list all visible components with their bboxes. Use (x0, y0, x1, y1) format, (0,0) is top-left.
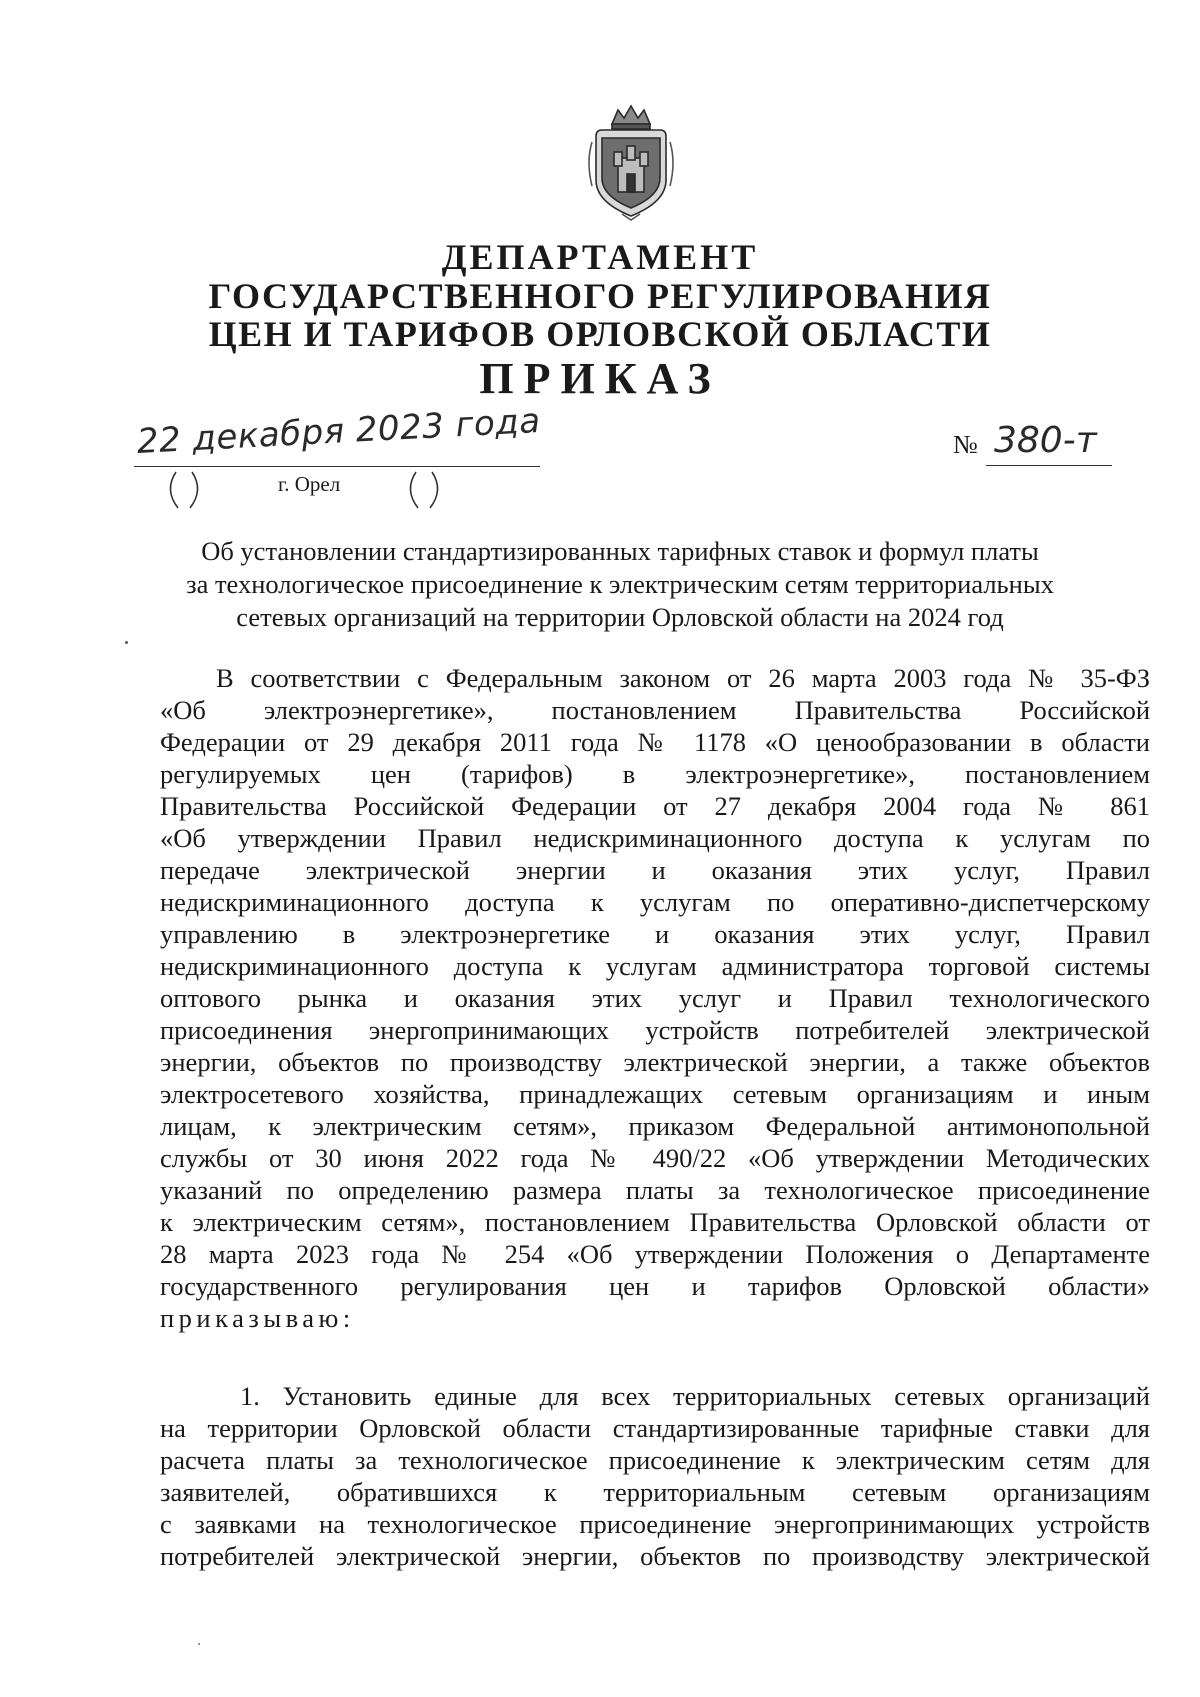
paragraph-line: приказываю: (160, 1303, 355, 1333)
right-bracket-mark (402, 470, 446, 510)
paragraph-line: лицам, к электрическим сетям», приказом Федеральной антимонопольной (160, 1111, 1150, 1141)
paragraph-line: недискриминационного доступа к услугам администратора торговой системы (160, 951, 1150, 981)
left-bracket-mark (162, 470, 206, 510)
department-heading-line3: ЦЕН И ТАРИФОВ ОРЛОВСКОЙ ОБЛАСТИ (208, 314, 992, 354)
paragraph-line: заявителей, обратившихся к территориальным сетевым организациям (160, 1477, 1150, 1507)
paragraph-line: государственного регулирования цен и тарифов Орловской области» (160, 1271, 1150, 1301)
paragraph-line: службы от 30 июня 2022 года № 490/22 «Об утверждении Методических (160, 1143, 1150, 1173)
paragraph-line: присоединения энергопринимающих устройств потребителей электрической (160, 1015, 1150, 1045)
subject-line: Об установлении стандартизированных тарифных ставок и формул платы (201, 536, 1039, 566)
paragraph-line: 1. Установить единые для всех территориальных сетевых организаций (240, 1381, 1150, 1411)
paragraph-line: оптового рынка и оказания этих услуг и Правил технологического (160, 983, 1150, 1013)
paragraph-line: регулируемых цен (тарифов) в электроэнергетике», постановлением (160, 759, 1150, 789)
order-subject (170, 535, 1070, 634)
scan-speck (198, 1643, 200, 1645)
order-number-label: № (953, 430, 978, 459)
preamble-paragraph (160, 662, 1150, 1334)
clause-1-paragraph (160, 1380, 1150, 1572)
department-heading-line1: ДЕПАРТАМЕНТ (441, 237, 759, 277)
paragraph-line: энергии, объектов по производству электрической энергии, а также объектов (160, 1047, 1150, 1077)
paragraph-line: «Об электроэнергетике», постановлением Правительства Российской (160, 695, 1150, 725)
handwritten-date: 22 декабря 2023 года (135, 400, 542, 462)
subject-line: за технологическое присоединение к электрическим сетям территориальных (186, 569, 1054, 599)
paragraph-line: управлению в электроэнергетике и оказания этих услуг, Правил (160, 919, 1150, 949)
handwritten-order-number: 380-т (994, 420, 1097, 461)
coat-of-arms-emblem (582, 102, 680, 222)
document-type-title: ПРИКАЗ (479, 354, 721, 403)
paragraph-line: на территории Орловской области стандартизированные тарифные ставки для (160, 1413, 1150, 1443)
paragraph-line: В соответствии с Федеральным законом от 26 марта 2003 года № 35-ФЗ (216, 663, 1150, 693)
department-heading-line2: ГОСУДАРСТВЕННОГО РЕГУЛИРОВАНИЯ (208, 276, 992, 316)
paragraph-line: Правительства Российской Федерации от 27 декабря 2004 года № 861 (160, 791, 1150, 821)
paragraph-line: к электрическим сетям», постановлением Правительства Орловской области от (160, 1207, 1150, 1237)
paragraph-line: с заявками на технологическое присоединение энергопринимающих устройств (160, 1509, 1150, 1539)
paragraph-line: передаче электрической энергии и оказания этих услуг, Правил (160, 855, 1150, 885)
paragraph-line: 28 марта 2023 года № 254 «Об утверждении Положения о Департаменте (160, 1239, 1150, 1269)
scan-speck (125, 641, 128, 644)
date-underline (134, 466, 540, 467)
order-number-underline (986, 465, 1112, 466)
paragraph-line: расчета платы за технологическое присоединение к электрическим сетям для (160, 1445, 1150, 1475)
paragraph-line: указаний по определению размера платы за технологическое присоединение (160, 1175, 1150, 1205)
paragraph-line: Федерации от 29 декабря 2011 года № 1178 «О ценообразовании в области (160, 727, 1150, 757)
city-label: г. Орел (278, 472, 341, 496)
paragraph-line: недискриминационного доступа к услугам по оперативно-диспетчерскому (160, 887, 1150, 917)
paragraph-line: электросетевого хозяйства, принадлежащих сетевым организациям и иным (160, 1079, 1150, 1109)
paragraph-line: потребителей электрической энергии, объектов по производству электрической (160, 1541, 1150, 1571)
subject-line: сетевых организаций на территории Орловской области на 2024 год (236, 602, 1004, 632)
paragraph-line: «Об утверждении Правил недискриминационного доступа к услугам по (160, 823, 1150, 853)
